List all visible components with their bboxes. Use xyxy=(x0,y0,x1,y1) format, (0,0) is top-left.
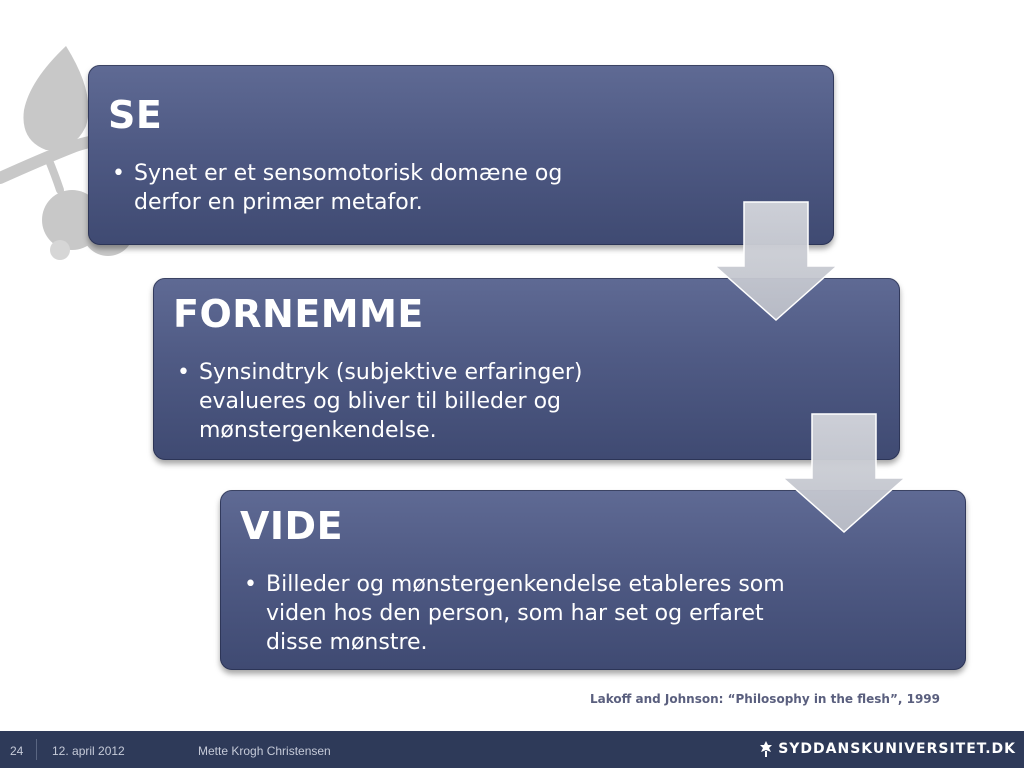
slide-footer xyxy=(0,731,1024,768)
step-title: FORNEMME xyxy=(173,292,424,336)
step-bullet: • Synet er et sensomotorisk domæne og derfor en primær metafor. xyxy=(110,159,630,217)
step-bullet-list xyxy=(242,570,802,657)
step-bullet-list xyxy=(110,159,630,217)
footer-divider xyxy=(36,739,37,760)
step-title: SE xyxy=(108,93,163,137)
university-logo xyxy=(758,740,1016,758)
down-arrow-icon xyxy=(713,200,839,322)
step-bullet: • Synsindtryk (subjektive erfaringer) evalueres og bliver til billeder og mønstergenkendelse. xyxy=(175,358,645,445)
sdu-logo-icon xyxy=(758,740,774,758)
step-bullet: • Billeder og mønstergenkendelse etableres som viden hos den person, som har set og erfaret disse mønstre. xyxy=(242,570,802,657)
footer-author: Mette Krogh Christensen xyxy=(198,744,331,758)
citation: Lakoff and Johnson: “Philosophy in the flesh”, 1999 xyxy=(589,692,940,706)
logo-text: SYDDANSKUNIVERSITET.DK xyxy=(778,741,1016,757)
down-arrow-icon xyxy=(781,412,907,534)
step-title: VIDE xyxy=(240,504,344,548)
footer-date: 12. april 2012 xyxy=(52,744,125,758)
slide-number: 24 xyxy=(10,744,24,758)
step-bullet-list xyxy=(175,358,645,445)
